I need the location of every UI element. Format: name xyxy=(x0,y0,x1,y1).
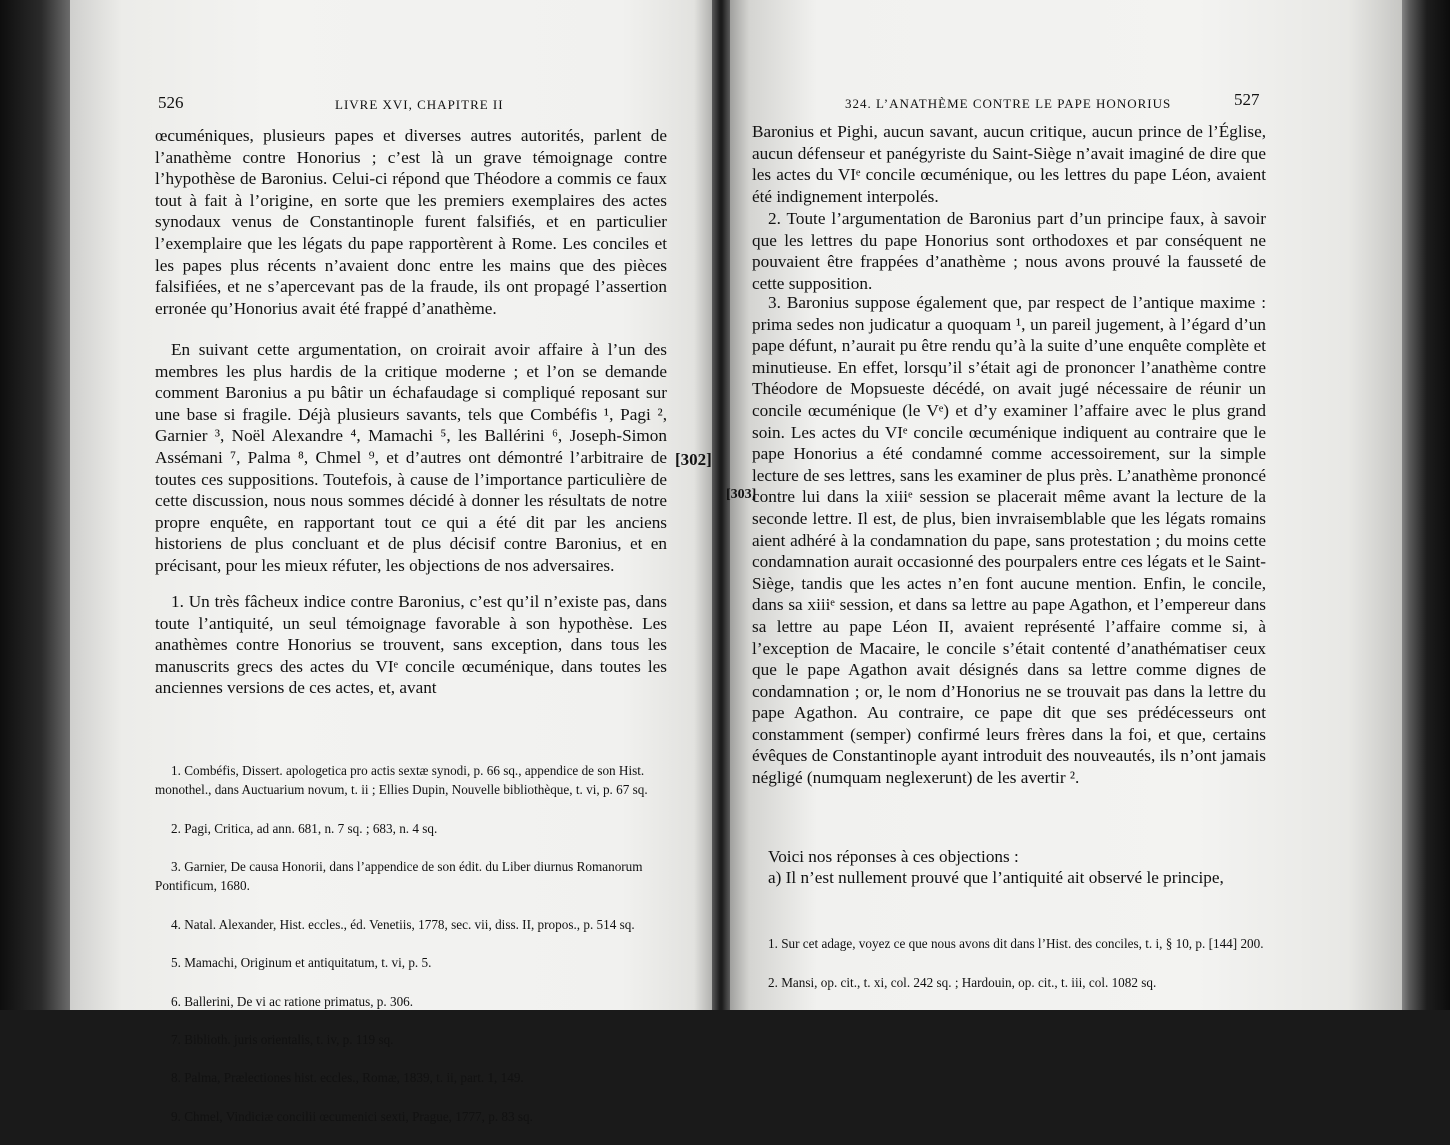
right-paragraph-3: 3. Baronius suppose également que, par respect de l’antique maxime : prima sedes non judicatur a quoquam ¹, un pareil jugement, à l’égard d’un pape défunt, n’aurait pu être rendu qu’à la suite d’une enquête complète et minutieuse. En effet, lorsqu’il s’était agi de prononcer l’anathème contre Théodore de Mopsueste décédé, on avait jugé nécessaire de réunir un concile œcuménique (le Vᵉ) et d’y examiner l’affaire avec le plus grand soin. Les actes du VIᵉ concile œcuménique indiquent au contraire que le pape Honorius a été condamné comme accessoirement, sur la simple lecture de ses lettres, sans les examiner de plus près. L’anathème prononcé contre lui dans la xiiiᵉ session se placerait même avant la lecture de la seconde lettre. Il est, de plus, bien invraisemblable que les légats romains aient adhéré à la condamnation du pape, sans protestation ; du moins cette condamnation aurait occasionné des pourpalers entre ces légats et le Saint-Siège, tandis que les actes n’en font aucune mention. Enfin, le concile, dans sa xiiiᵉ session, et dans sa lettre au pape Agathon, et l’empereur dans sa lettre au pape Léon II, avaient représenté l’affaire comme si, à l’exception de Macaire, le concile s’était contenté d’anathématiser ceux que le pape Agathon avait désignés dans sa lettre comme dignes de condamnation ; or, le nom d’Honorius ne se trouvait pas dans la lettre du pape Agathon. Au contraire, ce pape dit que ses prédécesseurs ont constamment (semper) confirmé leurs frères dans la foi, et que, certains évêques de Constantinople ayant introduit des nouveautés, ils n’ont jamais négligé (numquam neglexerunt) de les avertir ². xyxy=(752,293,1266,788)
right-paragraph-4: Voici nos réponses à ces objections : xyxy=(768,847,1019,866)
book-gutter xyxy=(712,0,730,1010)
footnote: 9. Chmel, Vindiciæ concilii œcumenici sexti, Prague, 1777, p. 83 sq. xyxy=(171,1108,533,1124)
right-footnotes xyxy=(752,915,1266,1011)
left-running-head: LIVRE XVI, CHAPITRE II xyxy=(335,97,504,112)
footnote: 8. Palma, Prælectiones hist. eccles., Romæ, 1839, t. ii, part. 1, 149. xyxy=(171,1070,524,1086)
footnote: 2. Pagi, Critica, ad ann. 681, n. 7 sq. ; 683, n. 4 sq. xyxy=(171,820,438,836)
margin-ref-303: [303] xyxy=(726,487,757,502)
footnote: 3. Garnier, De causa Honorii, dans l’appendice de son édit. du Liber diurnus Romanorum Pontificum, 1680. xyxy=(155,859,643,894)
left-paragraph-3: 1. Un très fâcheux indice contre Baronius, c’est qu’il n’existe pas, dans toute l’antiquité, un seul témoignage favorable à son hypothèse. Les anathèmes contre Honorius se trouvent, sans exception, dans tous les manuscrits grecs des actes du VIᵉ concile œcuménique, dans toutes les anciennes versions de ces actes, et, avant xyxy=(155,592,667,698)
right-paragraph-1: Baronius et Pighi, aucun savant, aucun critique, aucun prince de l’Église, aucun défenseur et panégyriste du Saint-Siège n’avait imaginé de dire que les actes du VIᵉ concile œcuménique, ou les lettres du pape Léon, avaient été indignement interpolés. xyxy=(752,122,1266,206)
right-running-head: 324. L’ANATHÈME CONTRE LE PAPE HONORIUS xyxy=(845,96,1172,111)
footnote: 7. Biblioth. juris orientalis, t. iv, p. 119 sq. xyxy=(171,1032,394,1048)
footnote: 1. Combéfis, Dissert. apologetica pro actis sextæ synodi, p. 66 sq., appendice de son Hist. monothel., dans Auctuarium novum, t. ii ; Ellies Dupin, Nouvelle bibliothèque, t. vi, p. 67 sq. xyxy=(155,763,648,798)
right-page-number: 527 xyxy=(1234,90,1260,109)
left-paragraph-2: En suivant cette argumentation, on croirait avoir affaire à l’un des membres les plus hardis de la critique moderne ; et l’on se demande comment Baronius a pu bâtir un échafaudage si compliqué reposant sur une base si fragile. Déjà plusieurs savants, tels que Combéfis ¹, Pagi ², Garnier ³, Noël Alexandre ⁴, Mamachi ⁵, les Ballérini ⁶, Joseph-Simon Assémani ⁷, Palma ⁸, Chmel ⁹, et d’autres ont démontré l’arbitraire de toutes ces suppositions. Toutefois, à cause de l’importance particulière de cette discussion, nous nous sommes décidé à donner les résultats de notre propre enquête, en rapportant tout ce qui a été dit par les anciens historiens de plus concluant et de plus décisif contre Baronius, et en précisant, pour les mieux réfuter, les objections de nos adversaires. xyxy=(155,340,667,575)
right-paragraph-2: 2. Toute l’argumentation de Baronius part d’un principe faux, à savoir que les lettres du pape Honorius sont orthodoxes et par conséquent ne pouvaient être frappées d’anathème ; nous avons prouvé la fausseté de cette supposition. xyxy=(752,209,1266,293)
footnote: 1. Sur cet adage, voyez ce que nous avons dit dans l’Hist. des conciles, t. i, § 10, p. [144] 200. xyxy=(768,936,1264,952)
margin-ref-302: [302] xyxy=(675,450,712,469)
left-page-number: 526 xyxy=(158,93,184,112)
left-paragraph-1: œcuméniques, plusieurs papes et diverses autres autorités, parlent de l’anathème contre Honorius ; c’est là un grave témoignage contre l’hypothèse de Baronius. Celui-ci répond que Théodore a commis ce faux tout à fait à l’origine, en sorte que les premiers exemplaires des actes synodaux venus de Constantinople furent falsifiés, et en particulier l’exemplaire que les légats du pape rapportèrent à Rome. Les conciles et les papes plus récents n’avaient donc entre les mains que des pièces falsifiées, et ne s’apercevant pas de la fraude, ils ont propagé l’assertion erronée qu’Honorius avait été frappé d’anathème. xyxy=(155,126,667,318)
left-footnotes xyxy=(155,742,667,1145)
footnote: 4. Natal. Alexander, Hist. eccles., éd. Venetiis, 1778, sec. vii, diss. II, propos., p. 514 sq. xyxy=(171,916,635,932)
right-paragraph-5: a) Il n’est nullement prouvé que l’antiquité ait observé le principe, xyxy=(768,868,1224,887)
footnote: 6. Ballerini, De vi ac ratione primatus, p. 306. xyxy=(171,993,414,1009)
footnote: 5. Mamachi, Originum et antiquitatum, t. vi, p. 5. xyxy=(171,955,432,971)
footnote: 2. Mansi, op. cit., t. xi, col. 242 sq. ; Hardouin, op. cit., t. iii, col. 1082 sq. xyxy=(768,974,1157,990)
